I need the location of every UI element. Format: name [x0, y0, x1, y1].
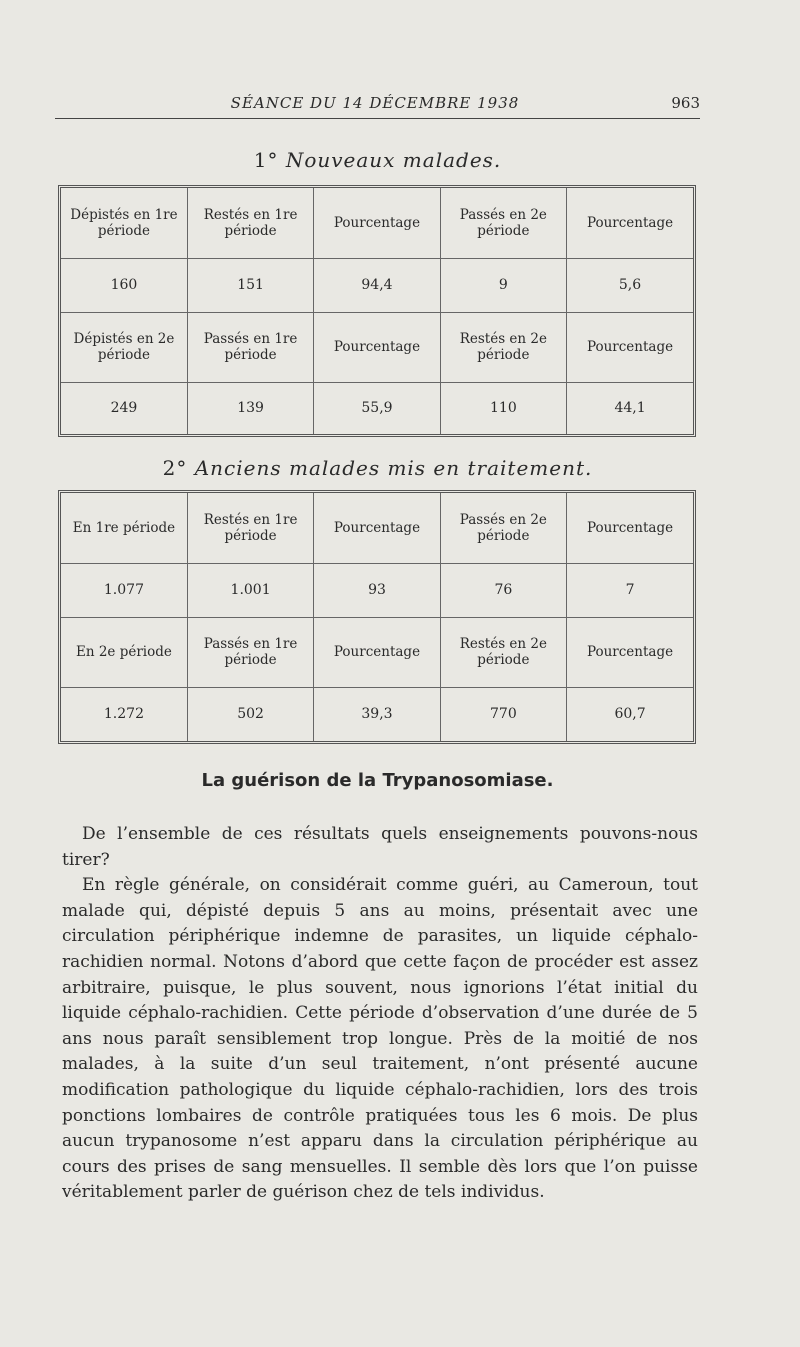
table-cell: Restés en 1re période	[187, 188, 313, 258]
section-1-number: 1°	[253, 148, 279, 172]
table-cell: 39,3	[314, 687, 440, 741]
paragraph: En règle générale, on considérait comme guéri, au Cameroun, tout malade qui, dépisté depuis 5 ans au moins, présentait avec une circulation périphérique indemne de parasites, un liquide céphalo-rachidien normal. Notons d’abord que cette façon de procéder est assez arbitraire, puisque, le plus souvent, nous ignorions l’état initial du liquide céphalo-rachidien. Cette période d’observation d’une durée de 5 ans nous paraît sensiblement trop longue. Près de la moitié de nos malades, à la suite d’un seul traitement, n’ont présenté aucune modification pathologique du liquide céphalo-rachidien, lors des trois ponctions lombaires de contrôle pratiquées tous les 6 mois. De plus aucun trypanosome n’est apparu dans la circulation périphérique au cours des prises de sang mensuelles. Il semble dès lors que l’on puisse véritablement parler de guérison chez de tels individus.	[62, 875, 698, 1203]
table-row	[61, 382, 693, 434]
table-cell: 44,1	[567, 382, 693, 434]
table-row	[61, 617, 693, 687]
table-cell: 9	[440, 258, 566, 312]
table-cell: 249	[61, 382, 187, 434]
table-cell: 160	[61, 258, 187, 312]
body-text	[62, 822, 698, 1206]
table-cell: 139	[187, 382, 313, 434]
paragraph: De l’ensemble de ces résultats quels enseignements pouvons-nous tirer?	[62, 824, 698, 870]
table-cell: 5,6	[567, 258, 693, 312]
table-row	[61, 312, 693, 382]
section-1-label: Nouveaux malades.	[285, 148, 502, 172]
table-row	[61, 563, 693, 617]
section-2-number: 2°	[162, 456, 188, 480]
table-cell: 1.001	[187, 563, 313, 617]
table-cell: 1.077	[61, 563, 187, 617]
running-head-title: SÉANCE DU 14 DÉCEMBRE 1938	[230, 94, 520, 112]
section-2-title	[55, 456, 700, 480]
table-cell: Passés en 1re période	[187, 617, 313, 687]
table-cell: Restés en 2e période	[440, 617, 566, 687]
table-cell: 151	[187, 258, 313, 312]
table-cell: Passés en 2e période	[440, 188, 566, 258]
page-number: 963	[671, 94, 700, 112]
table-old-patients	[58, 490, 696, 744]
table-row	[61, 188, 693, 258]
table-cell: 93	[314, 563, 440, 617]
section-2-label: Anciens malades mis en traitement.	[194, 456, 593, 480]
table-cell: 55,9	[314, 382, 440, 434]
table-cell: 502	[187, 687, 313, 741]
table-cell: Passés en 2e période	[440, 493, 566, 563]
table-cell: Pourcentage	[314, 188, 440, 258]
table-cell: Dépistés en 1re période	[70, 206, 178, 239]
table-cell: 110	[440, 382, 566, 434]
table-cell: 76	[440, 563, 566, 617]
table-cell: Restés en 1re période	[187, 493, 313, 563]
table-cell: 94,4	[314, 258, 440, 312]
table-row	[61, 687, 693, 741]
table-cell: Dépistés en 2e période	[61, 312, 187, 382]
table-cell: Pourcentage	[314, 617, 440, 687]
section-heading: La guérison de la Trypanosomiase.	[201, 770, 554, 791]
table-cell: 1.272	[61, 687, 187, 741]
table-cell: Passés en 1re période	[187, 312, 313, 382]
table-cell: Restés en 2e période	[440, 312, 566, 382]
table-cell: Pourcentage	[567, 617, 693, 687]
table-cell: 7	[567, 563, 693, 617]
table-cell: Pourcentage	[314, 493, 440, 563]
table-row	[61, 493, 693, 563]
table-row	[61, 258, 693, 312]
table-new-patients	[58, 185, 696, 437]
table-cell: 60,7	[567, 687, 693, 741]
table-cell: Pourcentage	[314, 312, 440, 382]
table-cell: En 1re période	[72, 519, 176, 536]
table-cell: 770	[440, 687, 566, 741]
table-cell: Pourcentage	[567, 493, 693, 563]
table-cell: Pourcentage	[567, 188, 693, 258]
section-1-title	[55, 148, 700, 172]
table-cell: Pourcentage	[567, 312, 693, 382]
running-head	[55, 94, 700, 119]
table-cell: En 2e période	[61, 617, 187, 687]
